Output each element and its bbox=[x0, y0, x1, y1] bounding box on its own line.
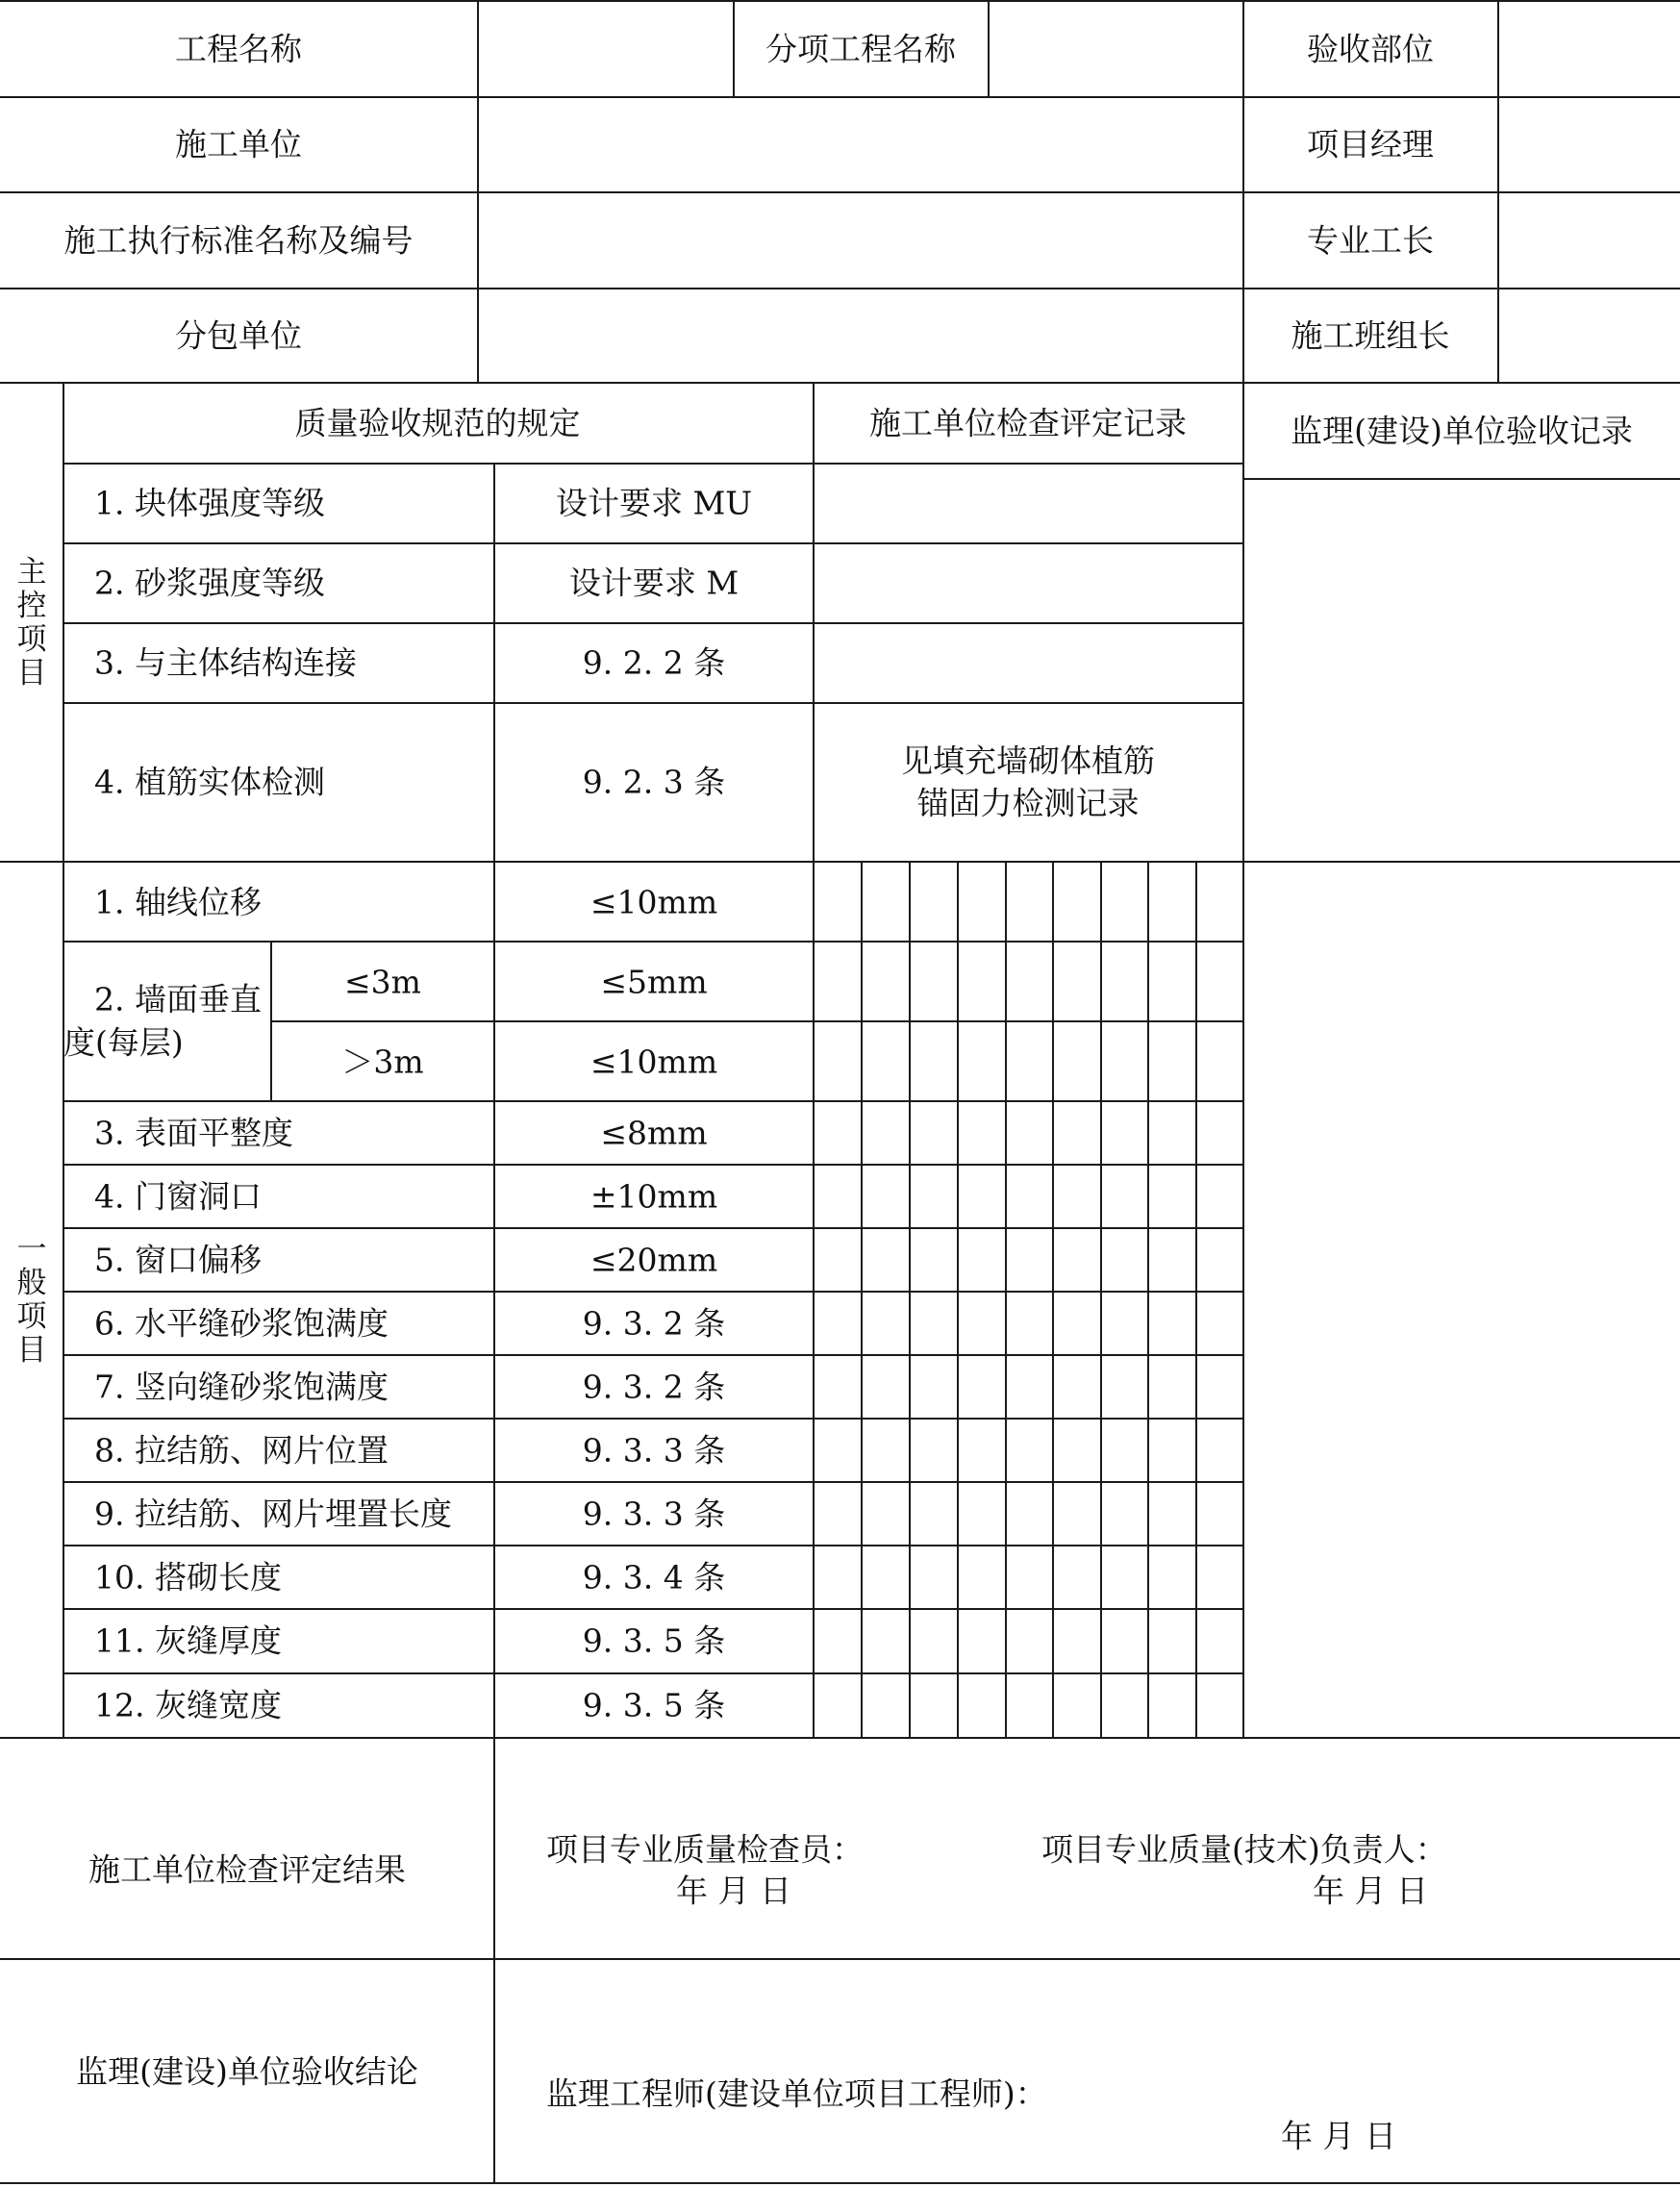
general-item-name: 6. 水平缝砂浆饱满度 bbox=[94, 1304, 389, 1343]
general-item-name: 11. 灰缝厚度 bbox=[94, 1621, 282, 1660]
conclusion-date: 年 月 日 bbox=[1281, 2117, 1396, 2155]
standard-label: 施工执行标准名称及编号 bbox=[63, 221, 414, 260]
main-item-value: 9. 2. 3 条 bbox=[582, 763, 726, 801]
wall-verticality-name-line2: 度(每层) bbox=[63, 1023, 184, 1062]
anchor-record-note-line1: 见填充墙砌体植筋 bbox=[901, 742, 1155, 780]
general-section-label: 一 般 项 目 bbox=[16, 1232, 47, 1368]
general-item-value: ≤10mm bbox=[589, 883, 718, 921]
general-item-value: 9. 3. 5 条 bbox=[582, 1621, 726, 1660]
project-manager-label: 项目经理 bbox=[1307, 125, 1434, 163]
general-item-value: 9. 3. 3 条 bbox=[582, 1431, 726, 1470]
general-item-value: ≤10mm bbox=[589, 1043, 718, 1081]
foreman-label: 专业工长 bbox=[1307, 221, 1434, 260]
subcontractor-label: 分包单位 bbox=[175, 316, 302, 355]
wall-verticality-name-line1: 2. 墙面垂直 bbox=[94, 980, 262, 1018]
general-item-value: ≤8mm bbox=[600, 1114, 708, 1152]
general-item-name: 5. 窗口偏移 bbox=[94, 1241, 262, 1279]
main-item-name: 2. 砂浆强度等级 bbox=[94, 564, 325, 602]
general-item-name: 3. 表面平整度 bbox=[94, 1114, 293, 1152]
project-name-label: 工程名称 bbox=[175, 30, 302, 68]
anchor-record-note-line2: 锚固力检测记录 bbox=[916, 784, 1140, 822]
general-item-name: 9. 拉结筋、网片埋置长度 bbox=[94, 1495, 452, 1533]
team-leader-label: 施工班组长 bbox=[1291, 316, 1450, 355]
main-control-section-label: 主 控 项 目 bbox=[16, 555, 47, 691]
main-item-value: 设计要求 M bbox=[568, 564, 740, 602]
supervision-column-header: 监理(建设)单位验收记录 bbox=[1291, 412, 1633, 450]
tech-lead-date: 年 月 日 bbox=[1313, 1872, 1428, 1910]
main-item-name: 3. 与主体结构连接 bbox=[94, 643, 357, 682]
general-item-value: 9. 3. 3 条 bbox=[582, 1495, 726, 1533]
general-item-name: 1. 轴线位移 bbox=[94, 883, 262, 921]
tech-lead-signature-label: 项目专业质量(技术)负责人： bbox=[1041, 1830, 1447, 1869]
inspector-signature-label: 项目专业质量检查员： bbox=[546, 1830, 864, 1869]
main-item-value: 设计要求 MU bbox=[555, 484, 753, 522]
sub-project-label: 分项工程名称 bbox=[765, 30, 956, 68]
general-item-value: ≤5mm bbox=[600, 963, 708, 1001]
inspector-date: 年 月 日 bbox=[676, 1872, 791, 1910]
spec-column-header: 质量验收规范的规定 bbox=[294, 404, 581, 442]
verticality-condition: ＞3m bbox=[341, 1043, 424, 1081]
general-item-name: 7. 竖向缝砂浆饱满度 bbox=[94, 1368, 389, 1406]
general-item-value: ≤20mm bbox=[589, 1241, 718, 1279]
general-item-value: 9. 3. 2 条 bbox=[582, 1304, 726, 1343]
main-item-name: 4. 植筋实体检测 bbox=[94, 763, 325, 801]
general-item-name: 12. 灰缝宽度 bbox=[94, 1686, 282, 1724]
main-item-name: 1. 块体强度等级 bbox=[94, 484, 325, 522]
general-item-name: 4. 门窗洞口 bbox=[94, 1177, 262, 1216]
result-label: 施工单位检查评定结果 bbox=[88, 1850, 406, 1889]
general-item-name: 10. 搭砌长度 bbox=[94, 1558, 282, 1596]
verticality-condition: ≤3m bbox=[344, 963, 421, 1001]
general-item-value: 9. 3. 4 条 bbox=[582, 1558, 726, 1596]
general-item-name: 8. 拉结筋、网片位置 bbox=[94, 1431, 389, 1470]
conclusion-label: 监理(建设)单位验收结论 bbox=[76, 2052, 418, 2091]
engineer-signature-label: 监理工程师(建设单位项目工程师)： bbox=[546, 2074, 1047, 2113]
inspection-part-label: 验收部位 bbox=[1307, 30, 1434, 68]
main-item-value: 9. 2. 2 条 bbox=[582, 643, 726, 682]
general-item-value: ±10mm bbox=[589, 1177, 718, 1216]
general-item-value: 9. 3. 5 条 bbox=[582, 1686, 726, 1724]
general-item-value: 9. 3. 2 条 bbox=[582, 1368, 726, 1406]
record-column-header: 施工单位检查评定记录 bbox=[869, 404, 1187, 442]
construction-unit-label: 施工单位 bbox=[175, 125, 302, 163]
